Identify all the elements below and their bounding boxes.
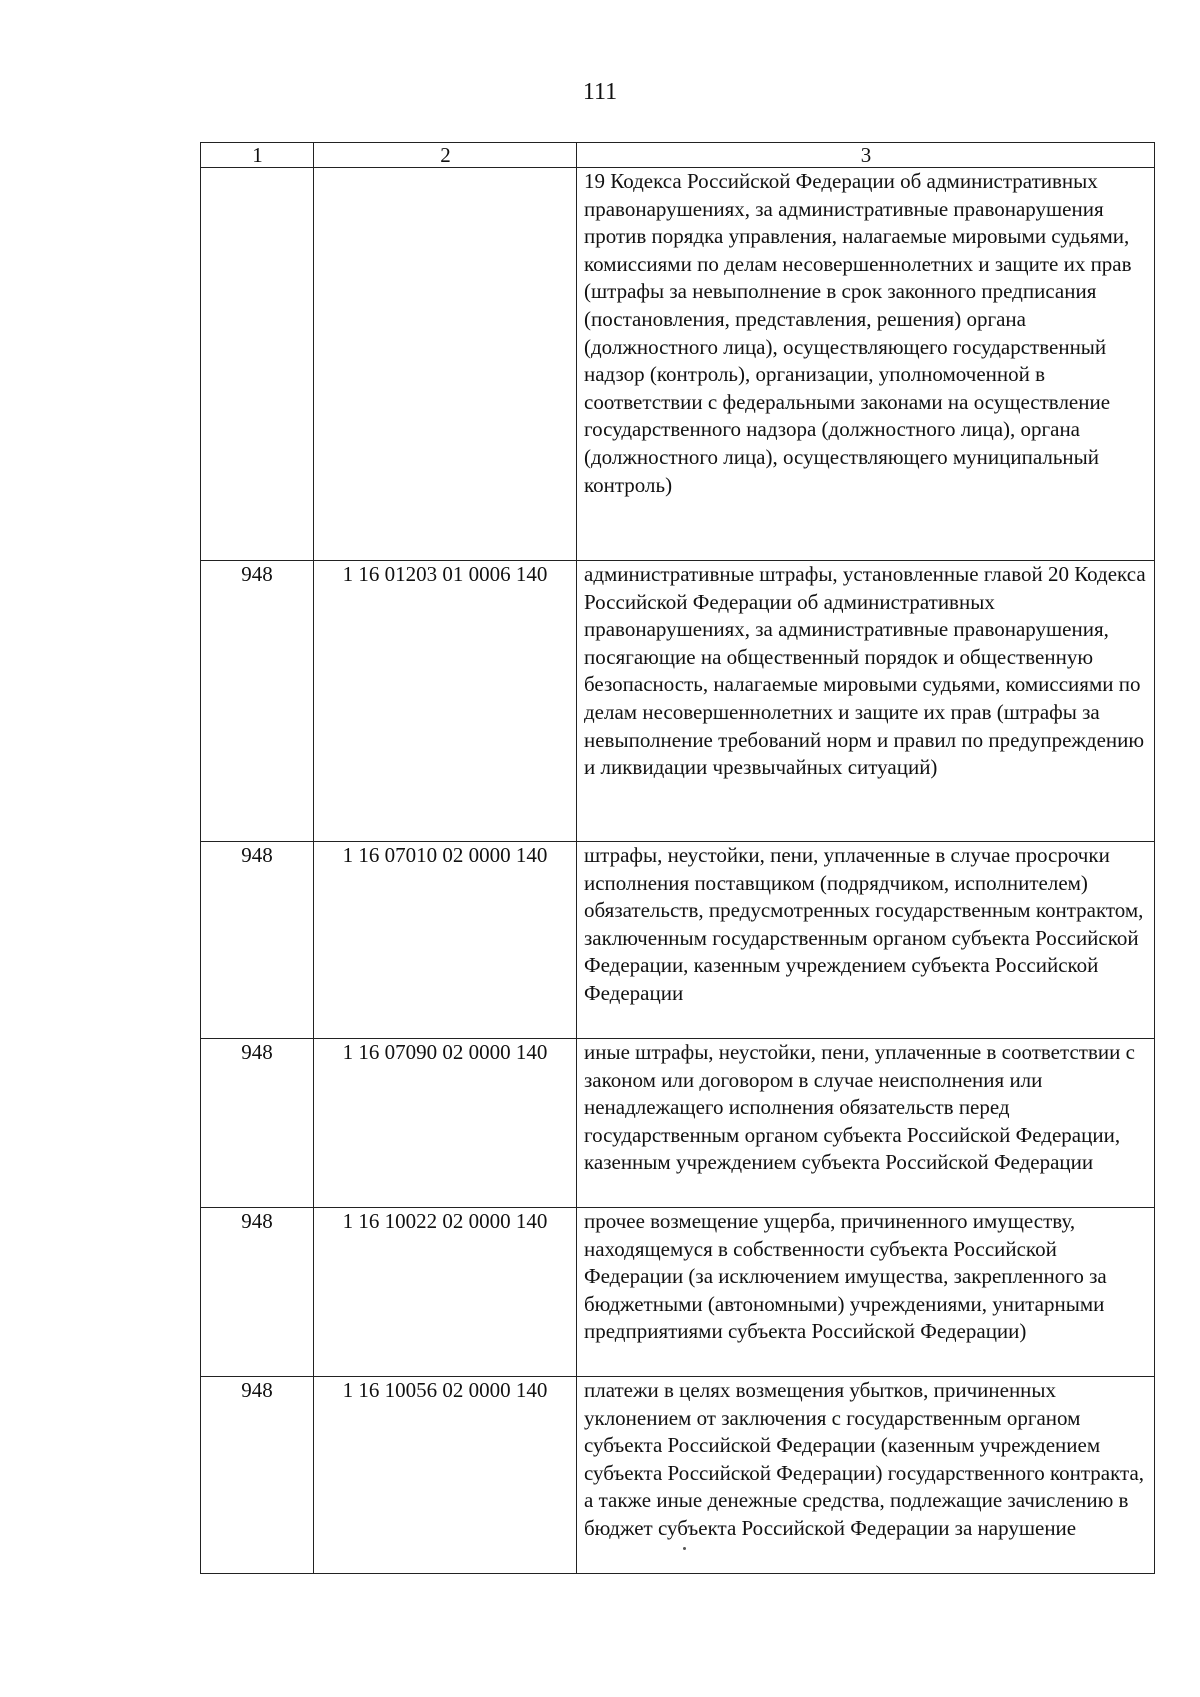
header-col-1: 1 — [201, 143, 314, 168]
budget-code-cell: 1 16 07010 02 0000 140 — [314, 842, 577, 1039]
table-row — [201, 561, 1155, 842]
admin-code-cell: 948 — [201, 561, 314, 842]
description-cell: прочее возмещение ущерба, причиненного имуществу, находящемуся в собственности субъекта Российской Федерации (за исключением имущества, закрепленного за бюджетными (автономными) учреждениями, унитарными предприятиями субъекта Российской Федерации) — [577, 1208, 1155, 1377]
description-cell: иные штрафы, неустойки, пени, уплаченные в соответствии с законом или договором в случае неисполнения или ненадлежащего исполнения обязательств перед государственным органом субъекта Российской Федерации, казенным учреждением субъекта Российской Федерации — [577, 1039, 1155, 1208]
description-cell: штрафы, неустойки, пени, уплаченные в случае просрочки исполнения поставщиком (подрядчиком, исполнителем) обязательств, предусмотренных государственным контрактом, заключенным государственным органом субъекта Российской Федерации, казенным учреждением субъекта Российской Федерации — [577, 842, 1155, 1039]
budget-code-cell: 1 16 10022 02 0000 140 — [314, 1208, 577, 1377]
budget-code-cell: 1 16 07090 02 0000 140 — [314, 1039, 577, 1208]
table-row — [201, 1208, 1155, 1377]
table-row — [201, 1039, 1155, 1208]
budget-code-cell: 1 16 01203 01 0006 140 — [314, 561, 577, 842]
header-col-3: 3 — [577, 143, 1155, 168]
description-cell: платежи в целях возмещения убытков, причиненных уклонением от заключения с государственным органом субъекта Российской Федерации (казенным учреждением субъекта Российской Федерации) государственного контракта, а также иные денежные средства, подлежащие зачислению в бюджет субъекта Российской Федерации за нарушение — [577, 1377, 1155, 1574]
header-col-2: 2 — [314, 143, 577, 168]
admin-code-cell: 948 — [201, 1377, 314, 1574]
scan-dot-mark — [683, 1547, 686, 1550]
admin-code-cell — [201, 168, 314, 561]
description-cell: 19 Кодекса Российской Федерации об административных правонарушениях, за административные правонарушения против порядка управления, налагаемые мировыми судьями, комиссиями по делам несовершеннолетних и защите их прав (штрафы за невыполнение в срок законного предписания (постановления, представления, решения) органа (должностного лица), осуществляющего государственный надзор (контроль), организации, уполномоченной в соответствии с федеральными законами на осуществление государственного надзора (должностного лица), органа (должностного лица), осуществляющего муниципальный контроль) — [577, 168, 1155, 561]
budget-code-cell — [314, 168, 577, 561]
description-cell: административные штрафы, установленные главой 20 Кодекса Российской Федерации об административных правонарушениях, за административные правонарушения, посягающие на общественный порядок и общественную безопасность, налагаемые мировыми судьями, комиссиями по делам несовершеннолетних и защите их прав (штрафы за невыполнение требований норм и правил по предупреждению и ликвидации чрезвычайных ситуаций) — [577, 561, 1155, 842]
table-row — [201, 168, 1155, 561]
admin-code-cell: 948 — [201, 842, 314, 1039]
table-row — [201, 842, 1155, 1039]
admin-code-cell: 948 — [201, 1039, 314, 1208]
budget-codes-table — [200, 142, 1155, 1574]
admin-code-cell: 948 — [201, 1208, 314, 1377]
table-row — [201, 1377, 1155, 1574]
table-header-row — [201, 143, 1155, 168]
page-number: 111 — [582, 79, 618, 105]
budget-code-cell: 1 16 10056 02 0000 140 — [314, 1377, 577, 1574]
